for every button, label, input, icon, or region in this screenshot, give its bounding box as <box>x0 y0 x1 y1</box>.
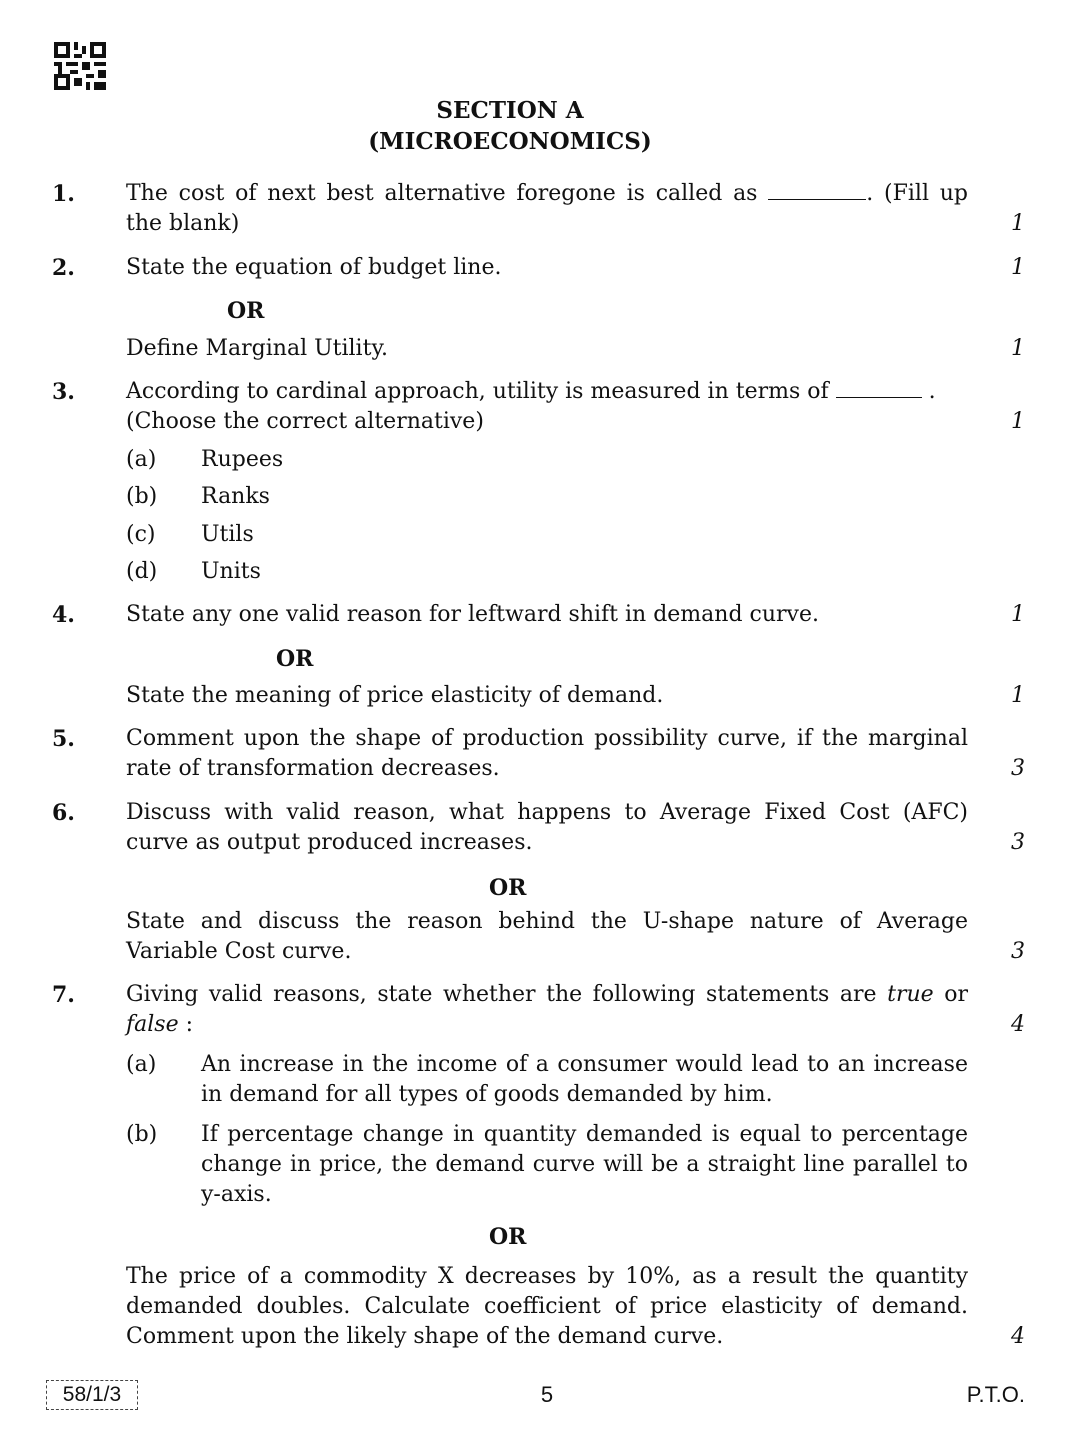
part-label: (a) <box>126 1052 157 1077</box>
question-2-text: State the equation of budget line. <box>126 255 502 280</box>
question-1-marks: 1 <box>1011 211 1025 236</box>
question-2-or: OR <box>227 298 265 324</box>
question-5-marks: 3 <box>1011 756 1025 781</box>
question-6-or: OR <box>489 875 527 901</box>
pto-label: P.T.O. <box>966 1382 1025 1407</box>
paper-code: 58/1/3 <box>46 1380 138 1410</box>
section-title: SECTION A <box>436 97 584 124</box>
question-6-marks: 3 <box>1011 830 1025 855</box>
question-number-5: 5. <box>52 726 75 752</box>
question-7-line-2: false : <box>126 1012 194 1037</box>
question-2-marks: 1 <box>1011 255 1025 280</box>
option-text: Units <box>201 559 261 584</box>
question-number-6: 6. <box>52 800 75 826</box>
question-number-1: 1. <box>52 181 75 207</box>
question-6-alt-text: State and discuss the reason behind the U-shape nature of Average Variable Cost curve. <box>126 909 968 964</box>
option-text: Rupees <box>201 447 284 472</box>
question-1-line-2: the blank) <box>126 211 240 236</box>
question-3-line-2: (Choose the correct alternative) <box>126 409 484 434</box>
question-7-alt-text: The price of a commodity X decreases by 10%, as a result the quantity demanded doubles. Calculate coefficient of price elasticity of demand. Comment upon the likely shape of the demand curve. <box>126 1264 968 1349</box>
qr-code <box>54 42 106 90</box>
part-text: If percentage change in quantity demanded is equal to percentage change in price, the demand curve will be a straight line parallel to y-axis. <box>201 1122 968 1207</box>
question-7-alt-marks: 4 <box>1011 1324 1025 1349</box>
option-label: (c) <box>126 522 156 547</box>
question-7-line-1: Giving valid reasons, state whether the following statements are true or <box>126 982 968 1007</box>
option-label: (d) <box>126 559 158 584</box>
section-subtitle: (MICROECONOMICS) <box>368 128 652 155</box>
option-label: (a) <box>126 447 157 472</box>
option-label: (b) <box>126 484 158 509</box>
question-number-4: 4. <box>52 602 75 628</box>
question-6-text: Discuss with valid reason, what happens to Average Fixed Cost (AFC) curve as output produced increases. <box>126 800 968 855</box>
question-4-or: OR <box>276 646 314 672</box>
question-4-alt-text: State the meaning of price elasticity of demand. <box>126 683 664 708</box>
question-3-line-1: According to cardinal approach, utility is measured in terms of . <box>126 379 936 404</box>
part-text: An increase in the income of a consumer would lead to an increase in demand for all types of goods demanded by him. <box>201 1052 968 1107</box>
question-2-alt-text: Define Marginal Utility. <box>126 336 388 361</box>
question-1-line-1: The cost of next best alternative foregone is called as . (Fill up <box>126 181 969 206</box>
question-5-text: Comment upon the shape of production possibility curve, if the marginal rate of transformation decreases. <box>126 726 968 781</box>
question-4-alt-marks: 1 <box>1011 683 1025 708</box>
option-text: Ranks <box>201 484 270 509</box>
part-label: (b) <box>126 1122 158 1147</box>
question-7-marks: 4 <box>1011 1012 1025 1037</box>
question-4-text: State any one valid reason for leftward shift in demand curve. <box>126 602 819 627</box>
question-7-or: OR <box>489 1224 527 1250</box>
option-text: Utils <box>201 522 254 547</box>
question-number-7: 7. <box>52 982 75 1008</box>
question-2-alt-marks: 1 <box>1011 336 1025 361</box>
question-3-marks: 1 <box>1011 409 1025 434</box>
question-4-marks: 1 <box>1011 602 1025 627</box>
question-number-2: 2. <box>52 255 75 281</box>
question-6-alt-marks: 3 <box>1011 939 1025 964</box>
page-number: 5 <box>540 1382 554 1407</box>
question-number-3: 3. <box>52 379 75 405</box>
